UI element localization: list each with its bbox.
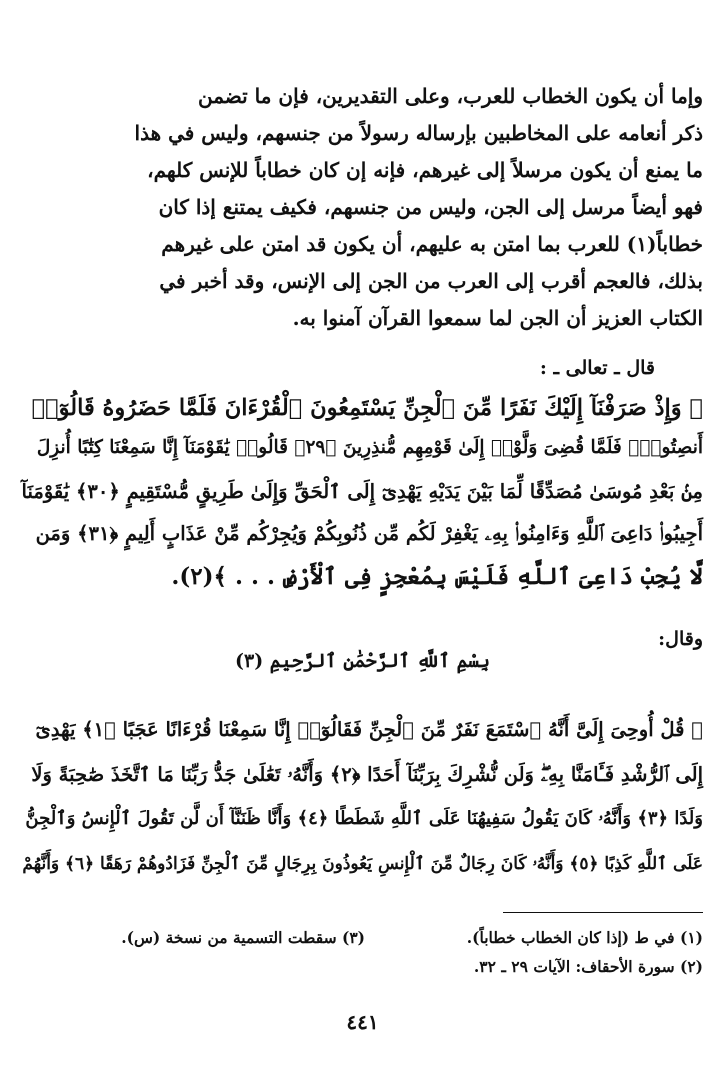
surah-jinn-line-4: عَلَى ٱللَّهِ كَذِبًا ﴿٥﴾ وَأَنَّهُۥ كَانَ رِجَالٌ مِّنَ ٱلْإِنسِ يَعُوذُونَ بِرِجَالٍ مِّنَ ٱلْجِنِّ فَزَادُوهُمْ رَهَقًا ﴿٦﴾ وَأَنَّهُمْ — [22, 854, 703, 874]
heading-waqala: وقال: — [658, 628, 703, 650]
heading-qala-taala: قال ـ تعالى ـ : — [539, 357, 655, 379]
footnote-divider — [503, 912, 703, 913]
paragraph-line-4: فهو أيضاً مرسل إلى الجن، وليس من جنسهم، فكيف يمتنع إذا كان — [158, 195, 703, 219]
footnote-3: (٣) سقطت التسمية من نسخة (س). — [121, 928, 365, 947]
verse-line-3: مِنۢ بَعْدِ مُوسَىٰ مُصَدِّقًا لِّمَا بَيْنَ يَدَيْهِ يَهْدِىٓ إِلَى ٱلْحَقِّ وَإِلَىٰ طَرِيقٍ مُّسْتَقِيمٍ ﴿٣٠﴾ يَٰقَوْمَنَآ — [21, 480, 703, 503]
verse-line-1: ﴿ وَإِذْ صَرَفْنَآ إِلَيْكَ نَفَرًا مِّنَ ٱلْجِنِّ يَسْتَمِعُونَ ٱلْقُرْءَانَ فَلَمَّا حَضَرُوهُ قَالُوٓا۟ — [31, 395, 703, 421]
verse-line-2: أَنصِتُوا۟ۖ فَلَمَّا قُضِىَ وَلَّوْا۟ إِلَىٰ قَوْمِهِم مُّنذِرِينَ ﴿٢٩﴾ قَالُوا۟ يَٰقَوْمَنَآ إِنَّا سَمِعْنَا كِتَٰبًا أُنزِلَ — [36, 437, 703, 458]
paragraph-line-5: خطاباً(١) للعرب بما امتن به عليهم، أن يكون قد امتن على غيرهم — [161, 232, 703, 256]
surah-jinn-line-2: إِلَى ٱلرُّشْدِ فَـَٔامَنَّا بِهِۦۖ وَلَن نُّشْرِكَ بِرَبِّنَآ أَحَدًا ﴿٢﴾ وَأَنَّهُۥ تَعَٰلَىٰ جَدُّ رَبِّنَا مَا ٱتَّخَذَ صَٰحِبَةً وَلَا — [31, 763, 703, 786]
paragraph-line-6: بذلك، فالعجم أقرب إلى العرب من الجن إلى الإنس، وقد أخبر في — [159, 269, 703, 293]
paragraph-line-2: ذكر أنعامه على المخاطبين بإرساله رسولاً من جنسهم، وليس في هذا — [134, 121, 703, 145]
verse-line-4: أَجِيبُوا۟ دَاعِىَ ٱللَّهِ وَءَامِنُوا۟ بِهِۦ يَغْفِرْ لَكُم مِّن ذُنُوبِكُمْ وَيُجِرْكُم مِّنْ عَذَابٍ أَلِيمٍ ﴿٣١﴾ وَمَن — [35, 522, 703, 545]
surah-jinn-line-1: ﴿ قُلْ أُوحِىَ إِلَىَّ أَنَّهُ ٱسْتَمَعَ نَفَرٌ مِّنَ ٱلْجِنِّ فَقَالُوٓا۟ إِنَّا سَمِعْنَا قُرْءَانًا عَجَبًا ﴿١﴾ يَهْدِىٓ — [35, 718, 703, 741]
paragraph-line-7: الكتاب العزيز أن الجن لما سمعوا القرآن آمنوا به. — [292, 306, 703, 330]
footnote-1: (١) في ط (إذا كان الخطاب خطاباً). — [466, 928, 703, 947]
footnote-2: (٢) سورة الأحقاف: الآيات ٢٩ ـ ٣٢. — [473, 957, 703, 976]
basmala: بِسْمِ ٱللَّهِ ٱلرَّحْمَٰنِ ٱلرَّحِيمِ (٣) — [234, 650, 491, 672]
verse-line-5: لَّا يُجِبْ دَاعِىَ ٱللَّهِ فَلَيْسَ بِمُعْجِزٍ فِى ٱلْأَرْضِ . . . ﴾(٢). — [171, 563, 703, 590]
paragraph-line-1: وإما أن يكون الخطاب للعرب، وعلى التقديرين، فإن ما تضمن — [197, 84, 703, 108]
page-number: ٤٤١ — [346, 1010, 379, 1034]
paragraph-line-3: ما يمنع أن يكون مرسلاً إلى غيرهم، فإنه إن كان خطاباً للإنس كلهم، — [147, 158, 703, 182]
surah-jinn-line-3: وَلَدًا ﴿٣﴾ وَأَنَّهُۥ كَانَ يَقُولُ سَفِيهُنَا عَلَى ٱللَّهِ شَطَطًا ﴿٤﴾ وَأَنَّا ظَنَنَّآ أَن لَّن تَقُولَ ٱلْإِنسُ وَٱلْجِنُّ — [25, 808, 703, 829]
